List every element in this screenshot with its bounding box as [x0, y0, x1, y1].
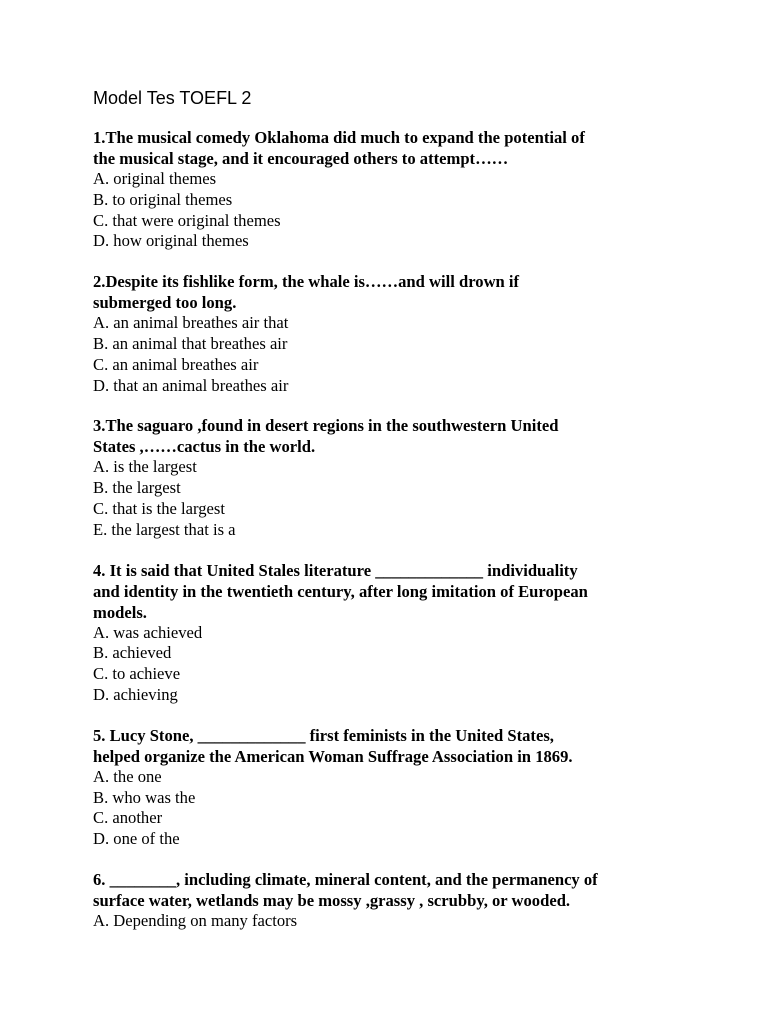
question-stem-line: the musical stage, and it encouraged others to attempt……: [93, 149, 509, 168]
answer-option-a: A. was achieved: [93, 622, 203, 642]
question-stem: [93, 415, 733, 457]
question-stem-line: and identity in the twentieth century, after long imitation of European: [93, 581, 588, 601]
answer-option-d: D. how original themes: [93, 231, 249, 251]
answer-option-d: D. one of the: [93, 829, 180, 849]
answer-option-e: E. the largest that is a: [93, 519, 236, 539]
document-page: [93, 86, 733, 951]
question-stem: [93, 725, 733, 767]
answer-option-b: B. an animal that breathes air: [93, 333, 288, 353]
answer-option-c: C. that were original themes: [93, 210, 281, 230]
question-2: [93, 271, 733, 396]
question-stem: [93, 560, 733, 623]
answer-option-d: D. that an animal breathes air: [93, 375, 289, 395]
answer-option-a: A. is the largest: [93, 457, 197, 477]
answer-option-c: C. an animal breathes air: [93, 354, 259, 374]
answer-option-a: A. original themes: [93, 169, 217, 188]
answer-options: [93, 457, 733, 540]
question-stem: [93, 869, 733, 911]
answer-option-c: C. to achieve: [93, 664, 181, 684]
answer-option-b: B. the largest: [93, 478, 181, 498]
question-stem-line: States ,……cactus in the world.: [93, 437, 316, 457]
answer-option-c: C. that is the largest: [93, 498, 225, 518]
answer-option-a: A. Depending on many factors: [93, 910, 298, 930]
answer-option-b: B. who was the: [93, 787, 196, 807]
question-stem-line: 6. ________, including climate, mineral content, and the permanency of: [93, 869, 598, 889]
answer-options: [93, 169, 733, 252]
answer-options: [93, 911, 733, 932]
question-stem-line: 3.The saguaro ,found in desert regions in the southwestern United: [93, 416, 559, 436]
answer-option-a: A. an animal breathes air that: [93, 313, 289, 333]
question-stem-line: 2.Despite its fishlike form, the whale is……and will drown if: [93, 272, 520, 292]
question-stem-line: helped organize the American Woman Suffrage Association in 1869.: [93, 746, 573, 766]
question-stem-line: submerged too long.: [93, 293, 237, 313]
question-stem-line: 1.The musical comedy Oklahoma did much to expand the potential of: [93, 128, 585, 147]
question-stem-line: models.: [93, 602, 147, 622]
question-stem: [93, 271, 733, 313]
answer-option-c: C. another: [93, 808, 163, 828]
answer-option-b: B. achieved: [93, 643, 172, 663]
document-title: Model Tes TOEFL 2: [93, 88, 252, 108]
answer-options: [93, 313, 733, 396]
answer-option-a: A. the one: [93, 766, 162, 786]
question-1: [93, 127, 733, 252]
answer-options: [93, 623, 733, 706]
question-4: [93, 560, 733, 706]
question-stem: [93, 127, 733, 169]
answer-options: [93, 767, 733, 850]
answer-option-d: D. achieving: [93, 684, 178, 704]
answer-option-b: B. to original themes: [93, 189, 233, 209]
question-3: [93, 415, 733, 540]
question-stem-line: 4. It is said that United Stales literature _____________ individuality: [93, 560, 578, 580]
question-stem-line: surface water, wetlands may be mossy ,grassy , scrubby, or wooded.: [93, 890, 571, 910]
question-6: [93, 869, 733, 932]
question-stem-line: 5. Lucy Stone, _____________ first feminists in the United States,: [93, 725, 554, 745]
question-5: [93, 725, 733, 850]
